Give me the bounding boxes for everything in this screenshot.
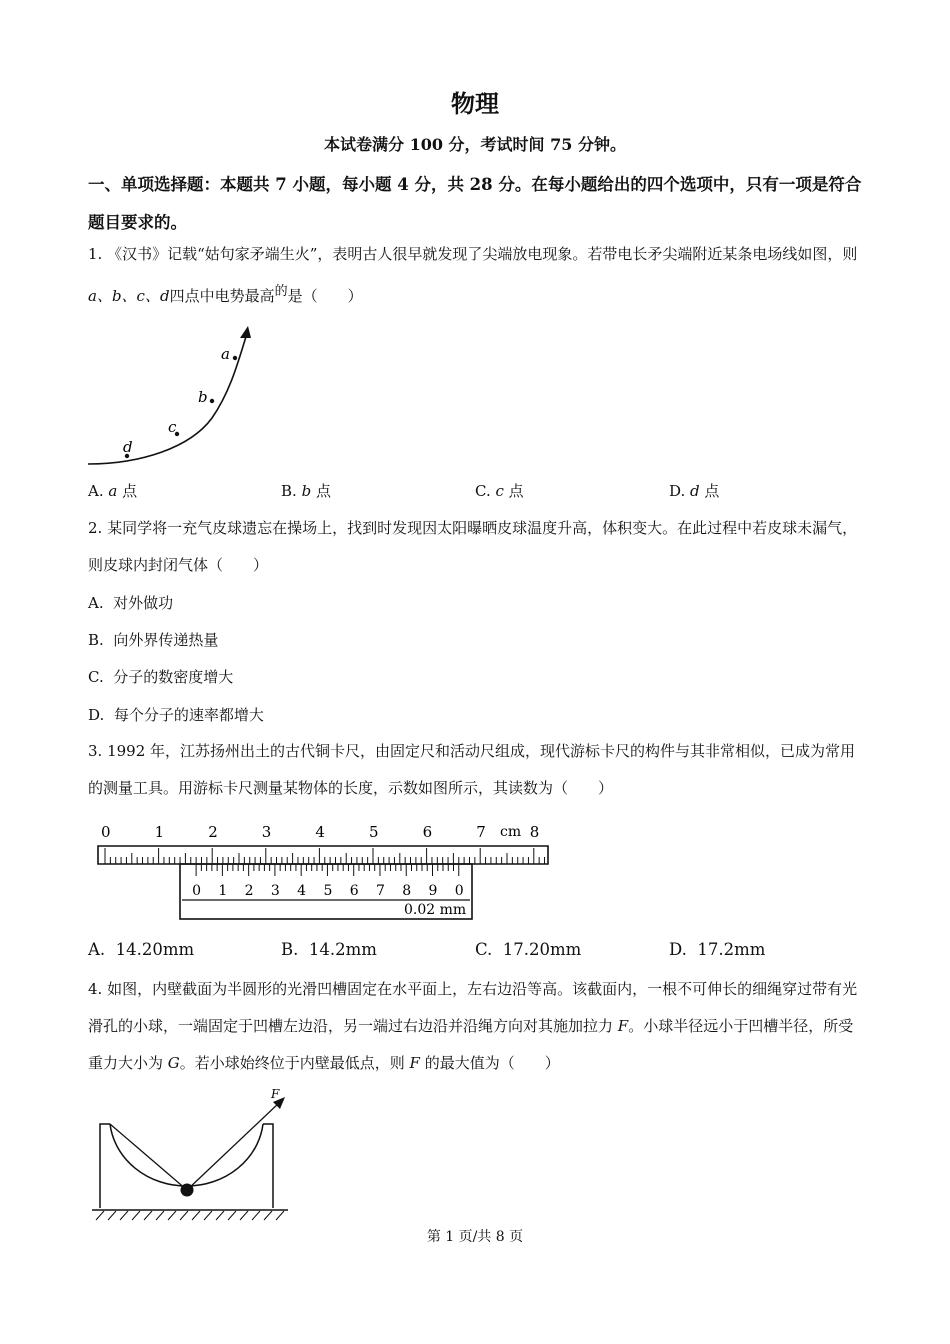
main-scale-number: 5 — [369, 823, 379, 841]
question-text: 《汉书》记载“姑句家矛端生火”，表明古人很早就发现了尖端放电现象。若带电长矛尖端附近某条电场线如图，则 — [107, 245, 858, 263]
main-scale-ticks — [101, 823, 545, 864]
vernier-scale-number: 8 — [402, 883, 412, 899]
vernier-caliper-figure — [92, 820, 557, 924]
electric-field-line-figure — [80, 318, 270, 468]
label-a: a — [221, 345, 230, 363]
groove-right-wall — [263, 1124, 273, 1208]
question-text: 的 — [274, 284, 288, 299]
vernier-scale-number: 1 — [218, 883, 228, 899]
q1-option-a[interactable]: A. a 点 — [88, 482, 138, 500]
main-scale-number: 8 — [529, 823, 540, 841]
vernier-scale-number: 3 — [270, 883, 280, 899]
question-text: 是（ ） — [287, 287, 363, 305]
q1-option-c[interactable]: C. c 点 — [475, 482, 524, 500]
question-number: 1. — [88, 245, 103, 263]
vernier-scale-number: 7 — [375, 883, 385, 899]
vernier-scale-number: 0 — [454, 883, 464, 899]
q3-option-c[interactable]: C. 17.20mm — [475, 940, 582, 959]
question-3-stem: 3. 1992 年，江苏扬州出土的古代铜卡尺，由固定尺和活动尺组成，现代游标卡尺的构件与其非常相似，已成为常用的测量工具。用游标卡尺测量某物体的长度，示数如图所示，其读数为（ ） — [88, 742, 856, 797]
vernier-scale-number: 9 — [428, 883, 438, 899]
q3-option-d[interactable]: D. 17.2mm — [669, 940, 766, 959]
main-scale-number: 2 — [208, 823, 218, 841]
q2-option-a[interactable]: A. 对外做功 — [88, 594, 174, 612]
groove-inner-arc — [110, 1124, 263, 1186]
main-scale-number: 3 — [261, 823, 272, 841]
question-1-stem — [88, 236, 863, 315]
main-scale-number: 4 — [315, 823, 325, 841]
q1-option-b[interactable]: B. b 点 — [281, 482, 331, 500]
rope-right — [187, 1102, 280, 1190]
q2-option-c[interactable]: C. 分子的数密度增大 — [88, 668, 234, 686]
rope-left — [110, 1124, 187, 1190]
exam-info: 本试卷满分 100 分，考试时间 75 分钟。 — [324, 135, 626, 154]
q2-option-d[interactable]: D. 每个分子的速率都增大 — [88, 706, 264, 724]
vernier-scale-number: 6 — [349, 883, 359, 899]
groove-left-wall — [100, 1124, 110, 1208]
question-2-stem: 2. 某同学将一充气皮球遗忘在操场上，找到时发现因太阳曝晒皮球温度升高，体积变大。在此过程中若皮球未漏气，则皮球内封闭气体（ ） — [88, 519, 858, 574]
vernier-scale-number: 5 — [323, 883, 333, 899]
q3-option-a[interactable]: A. 14.20mm — [88, 940, 195, 959]
ball — [181, 1184, 194, 1197]
vernier-scale-ticks — [192, 864, 464, 899]
main-scale-number: 7 — [476, 823, 486, 841]
page-title: 物理 — [451, 89, 499, 118]
semicircle-groove-figure — [86, 1088, 296, 1223]
main-scale-number: 6 — [422, 823, 433, 841]
unit-label: cm — [500, 824, 522, 840]
section-heading: 一、单项选择题：本题共 7 小题，每小题 4 分，共 28 分。在每小题给出的四个选项中，只有一项是符合题目要求的。 — [88, 175, 862, 232]
page-number: 第 1 页/共 8 页 — [426, 1229, 524, 1245]
gravity-symbol: G — [167, 1054, 180, 1072]
point-b — [210, 399, 214, 403]
force-label: F — [271, 1088, 280, 1101]
q2-option-b[interactable]: B. 向外界传递热量 — [88, 631, 219, 649]
question-4-stem: 4. 如图，内壁截面为半圆形的光滑凹槽固定在水平面上，左右边沿等高。该截面内，一根不可伸长的细绳穿过带有光滑孔的小球，一端固定于凹槽左边沿，另一端过右边沿并沿绳方向对其施加拉力 F。小球半径远小于凹槽半径，所受重力大小为 G。若小球始终位于内壁最低点，则 F 的最大值为（ ） — [88, 980, 858, 1072]
arrow-head-icon — [240, 326, 251, 338]
question-text: 四点中电势最高 — [169, 287, 275, 305]
q3-option-b[interactable]: B. 14.2mm — [281, 940, 377, 959]
point-a — [233, 356, 237, 360]
precision-label: 0.02 mm — [404, 902, 467, 918]
force-symbol: F — [409, 1054, 420, 1072]
force-symbol: F — [617, 1017, 629, 1035]
label-c: c — [168, 418, 177, 436]
vernier-scale-number: 0 — [192, 883, 202, 899]
ground-hatch — [96, 1211, 284, 1220]
q1-option-d[interactable]: D. d 点 — [669, 482, 720, 500]
vernier-scale-number: 4 — [297, 883, 307, 899]
point-labels: a、b、c、d — [88, 287, 170, 305]
main-scale-number: 0 — [101, 823, 111, 841]
vernier-scale-number: 2 — [244, 883, 254, 899]
label-b: b — [198, 388, 208, 406]
label-d: d — [123, 438, 133, 456]
main-scale-number: 1 — [154, 823, 165, 841]
